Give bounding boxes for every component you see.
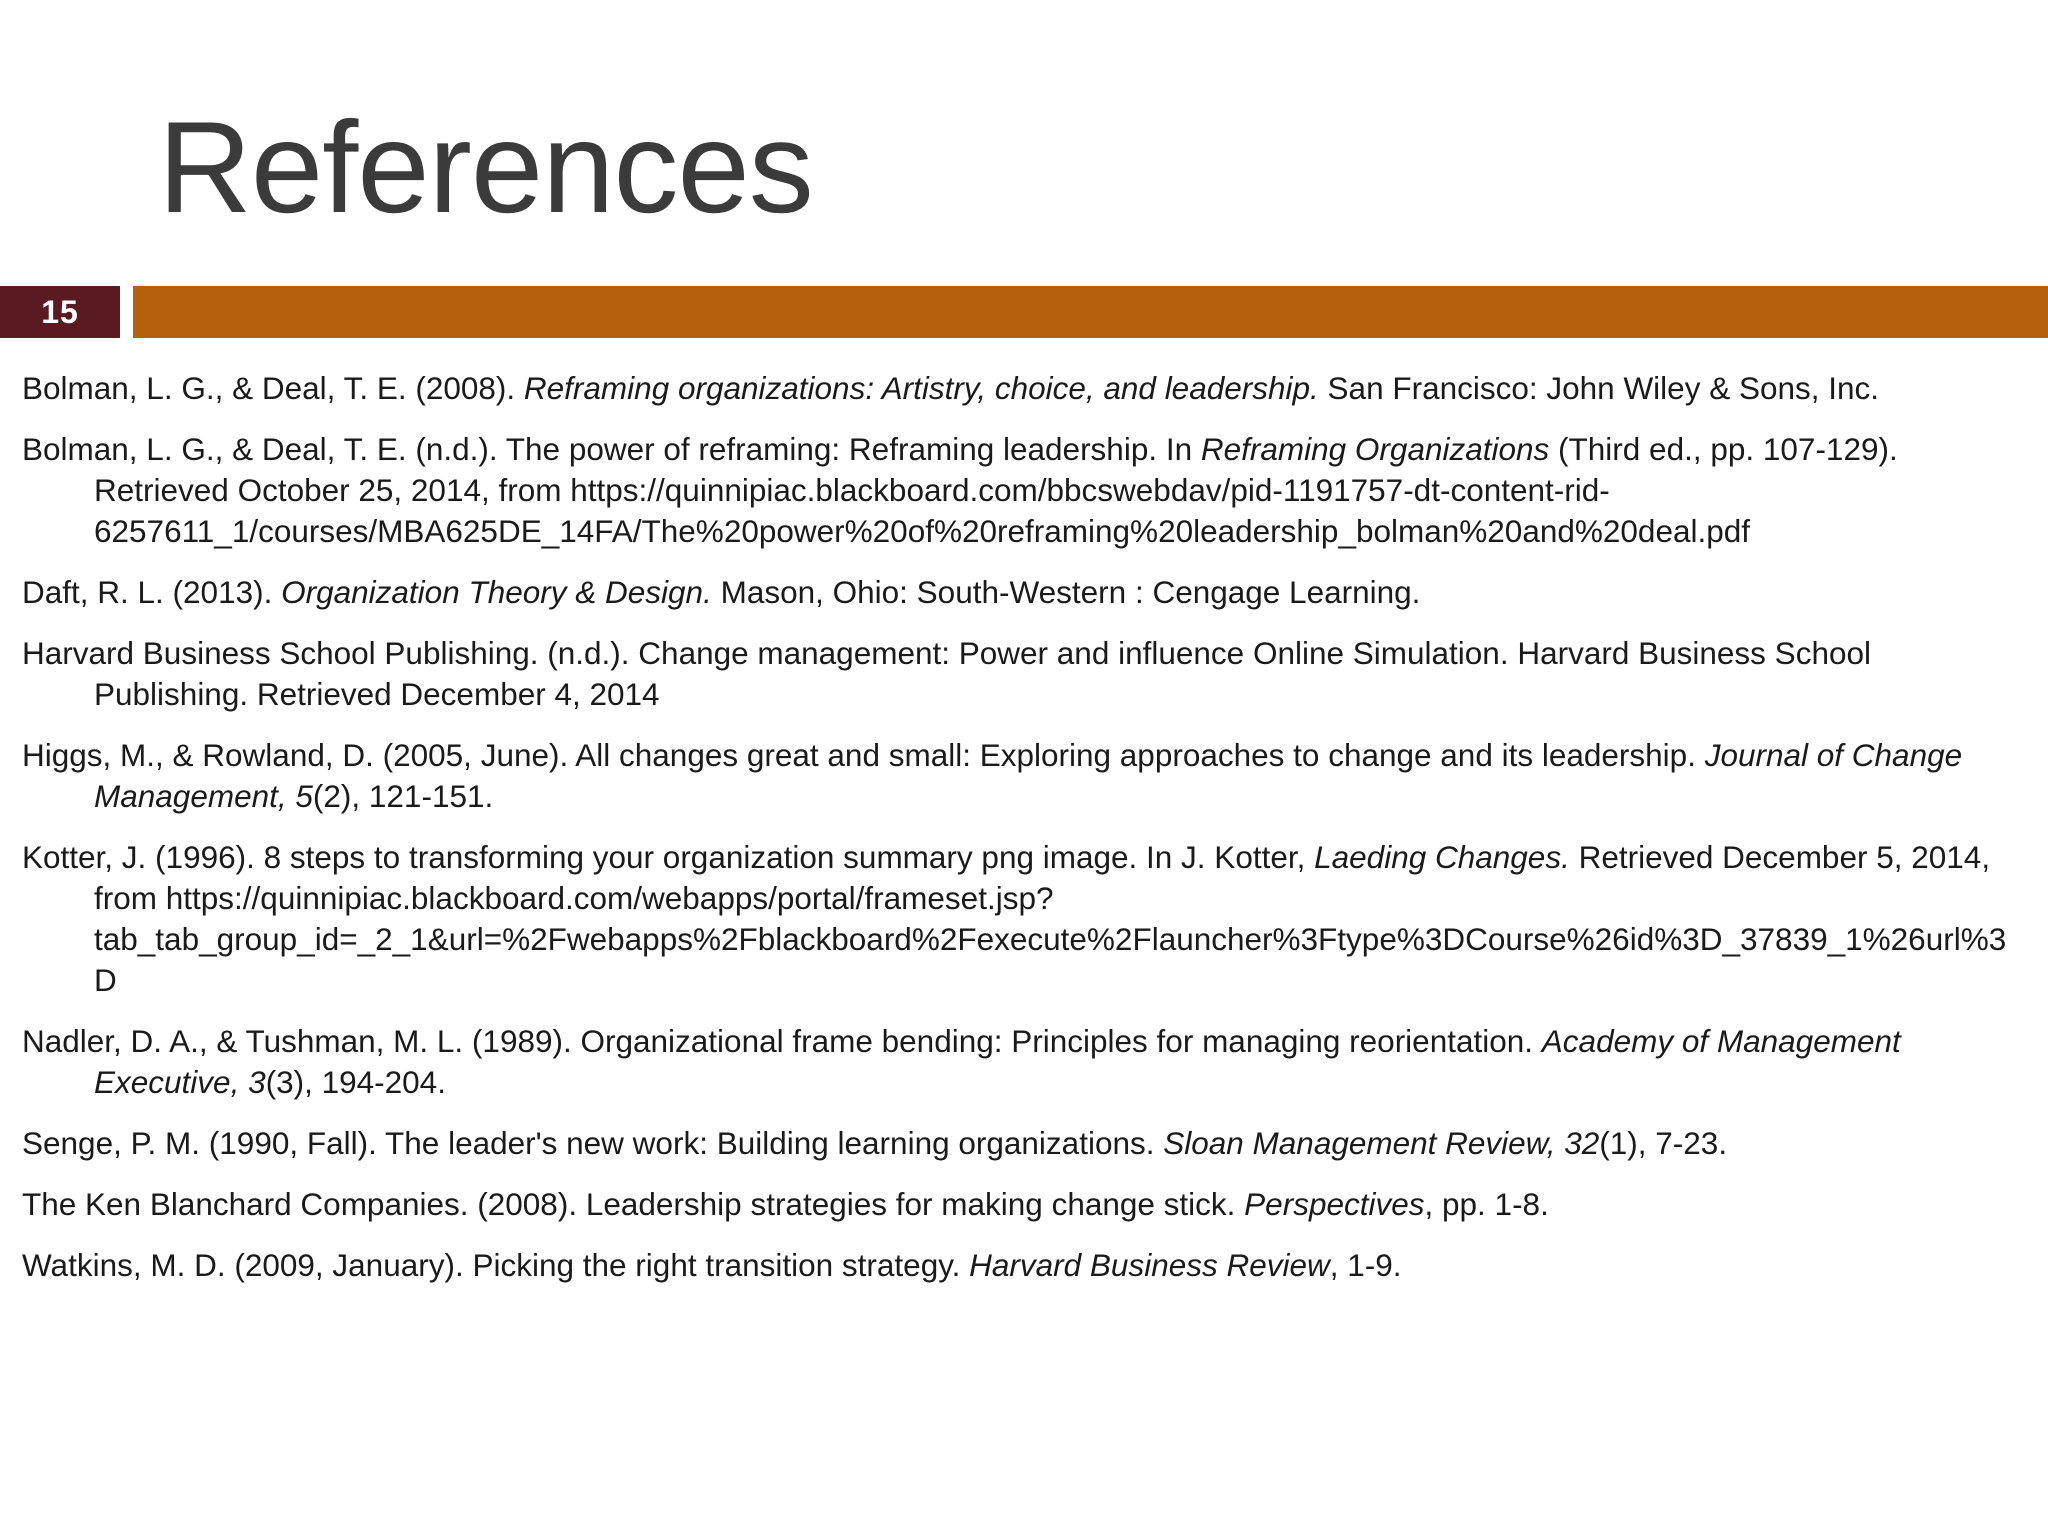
reference-item (22, 429, 2022, 552)
reference-italic-text: Academy of Management Executive, 3 (94, 1023, 1901, 1100)
reference-italic-text: Reframing organizations: Artistry, choice, and leadership. (523, 370, 1319, 406)
reference-list (22, 368, 2022, 1306)
reference-text: , 1-9. (1329, 1247, 1402, 1283)
reference-text: (2), 121-151. (312, 778, 494, 814)
reference-text: Senge, P. M. (1990, Fall). The leader's new work: Building learning organizations. (22, 1125, 1164, 1161)
reference-item (22, 1184, 2022, 1225)
reference-text: Higgs, M., & Rowland, D. (2005, June). All changes great and small: Exploring approaches to change and its leadership. (22, 737, 1705, 773)
reference-text: Bolman, L. G., & Deal, T. E. (2008). (22, 370, 524, 406)
reference-text: Kotter, J. (1996). 8 steps to transforming your organization summary png image. In J. Kotter, (22, 839, 1315, 875)
reference-item (22, 735, 2022, 817)
reference-text: Watkins, M. D. (2009, January). Picking the right transition strategy. (22, 1247, 970, 1283)
slide-number-badge: 15 (0, 286, 120, 338)
reference-italic-text: Harvard Business Review (969, 1247, 1330, 1283)
reference-text: Bolman, L. G., & Deal, T. E. (n.d.). The power of reframing: Reframing leadership. In (22, 431, 1201, 467)
reference-text: The Ken Blanchard Companies. (2008). Leadership strategies for making change stick. (22, 1186, 1245, 1222)
reference-italic-text: Perspectives (1244, 1186, 1425, 1222)
reference-italic-text: Sloan Management Review, 32 (1163, 1125, 1600, 1161)
reference-text: (3), 194-204. (265, 1064, 446, 1100)
slide-title: References (158, 94, 813, 240)
reference-text: (1), 7-23. (1599, 1125, 1728, 1161)
reference-item (22, 633, 2022, 715)
reference-italic-text: Journal of Change Management, 5 (94, 737, 1963, 814)
reference-text: Mason, Ohio: South-Western : Cengage Learning. (711, 574, 1421, 610)
reference-item (22, 1123, 2022, 1164)
reference-item (22, 572, 2022, 613)
reference-italic-text: Laeding Changes. (1314, 839, 1570, 875)
reference-item (22, 1245, 2022, 1286)
reference-text: Retrieved December 5, 2014, from https://quinnipiac.blackboard.com/webapps/portal/frameset.jsp?tab_tab_group_id=_2_1&url=%2Fwebapps%2Fblackboard%2Fexecute%2Flauncher%3Ftype%3DCourse%26id%3D_37839_1%26url%3D (94, 839, 2007, 998)
reference-italic-text: Reframing Organizations (1200, 431, 1550, 467)
reference-text: (Third ed., pp. 107-129). Retrieved October 25, 2014, from https://quinnipiac.blackboard.com/bbcswebdav/pid-1191757-dt-content-rid-6257611_1/courses/MBA625DE_14FA/The%20power%20of%20reframing%20leadership_bolman%20and%20deal.pdf (94, 431, 1898, 549)
reference-text: Nadler, D. A., & Tushman, M. L. (1989). Organizational frame bending: Principles for managing reorientation. (22, 1023, 1542, 1059)
reference-text: , pp. 1-8. (1424, 1186, 1549, 1222)
title-accent-bar (133, 286, 2048, 338)
reference-text: San Francisco: John Wiley & Sons, Inc. (1318, 370, 1880, 406)
reference-text: Daft, R. L. (2013). (22, 574, 282, 610)
reference-item (22, 368, 2022, 409)
reference-italic-text: Organization Theory & Design. (281, 574, 712, 610)
reference-item (22, 1021, 2022, 1103)
reference-item (22, 837, 2022, 1001)
reference-text: Harvard Business School Publishing. (n.d.). Change management: Power and influence Online Simulation. Harvard Business School Publishing. Retrieved December 4, 2014 (22, 635, 1871, 712)
